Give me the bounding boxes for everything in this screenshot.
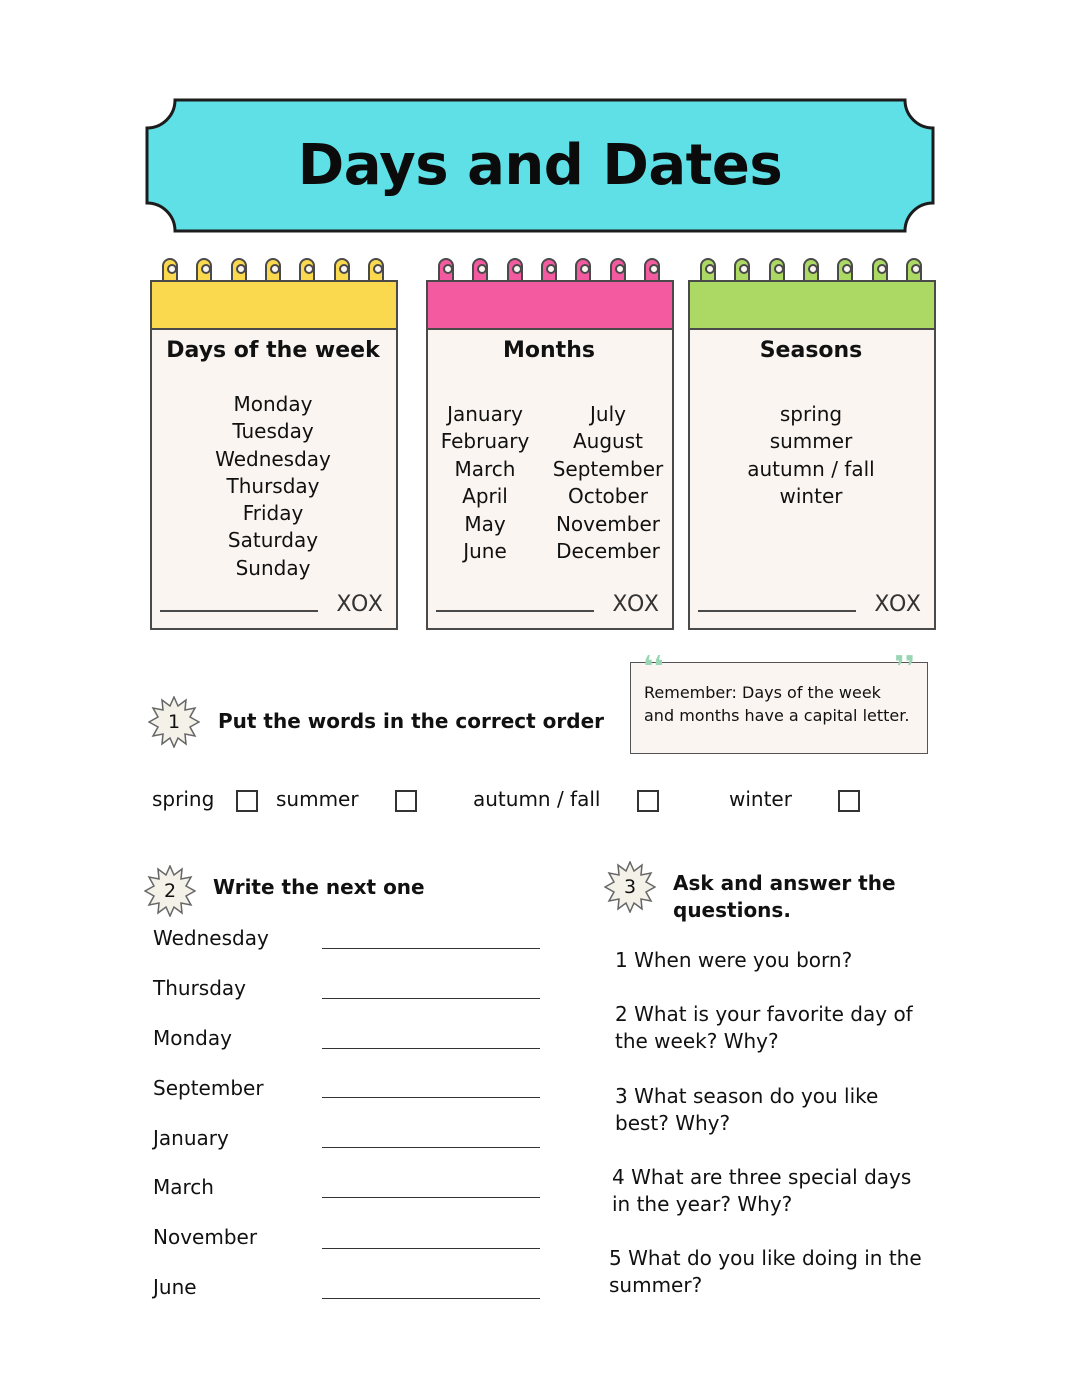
answer-line[interactable] xyxy=(322,1248,540,1249)
list-item: February xyxy=(440,429,530,454)
ring-icon xyxy=(472,258,488,282)
ring-icon xyxy=(368,258,384,282)
xox-mark: XOX xyxy=(874,592,922,617)
write-item: Wednesday xyxy=(153,926,269,950)
title-banner xyxy=(145,98,935,233)
write-item: September xyxy=(153,1076,264,1100)
spiral-rings xyxy=(438,258,660,284)
order-word: summer xyxy=(276,787,359,811)
ring-icon xyxy=(231,258,247,282)
order-word: autumn / fall xyxy=(473,787,601,811)
ring-icon xyxy=(162,258,178,282)
list-item: April xyxy=(462,484,508,509)
ring-icon xyxy=(906,258,922,282)
footer-line xyxy=(698,610,856,612)
list-item: winter xyxy=(779,483,843,508)
ring-icon xyxy=(803,258,819,282)
question-item: 4 What are three special days in the year? Why? xyxy=(612,1165,912,1216)
list-item: autumn / fall xyxy=(747,456,875,481)
seasons-list xyxy=(688,401,934,510)
list-item: January xyxy=(447,402,523,426)
order-checkbox[interactable] xyxy=(236,790,258,812)
list-item: Tuesday xyxy=(232,419,314,444)
seasons-card-header-band xyxy=(690,282,934,330)
order-checkbox[interactable] xyxy=(395,790,417,812)
months-column-2 xyxy=(544,401,672,565)
xox-mark: XOX xyxy=(612,592,660,617)
list-item: July xyxy=(590,402,626,426)
exercise-2-badge xyxy=(144,865,196,917)
spiral-rings xyxy=(700,258,922,284)
list-item: September xyxy=(552,456,664,481)
order-checkbox[interactable] xyxy=(838,790,860,812)
days-of-week-card xyxy=(150,258,396,628)
order-word: winter xyxy=(729,787,792,811)
write-item: January xyxy=(153,1126,229,1150)
list-item: Sunday xyxy=(235,555,311,580)
order-checkbox[interactable] xyxy=(637,790,659,812)
answer-line[interactable] xyxy=(322,1197,540,1198)
exercise-3-title: Ask and answer the questions. xyxy=(673,871,896,922)
list-item: Saturday xyxy=(227,528,319,553)
write-item: Monday xyxy=(153,1026,232,1050)
answer-line[interactable] xyxy=(322,948,540,949)
list-item: November xyxy=(555,511,661,536)
list-item: Thursday xyxy=(226,473,320,498)
answer-line[interactable] xyxy=(322,1147,540,1148)
days-card-title: Days of the week xyxy=(166,338,380,363)
ring-icon xyxy=(837,258,853,282)
answer-line[interactable] xyxy=(322,1048,540,1049)
days-card-header-band xyxy=(152,282,396,330)
list-item: Friday xyxy=(242,501,304,526)
ring-icon xyxy=(265,258,281,282)
ring-icon xyxy=(644,258,660,282)
list-item: Monday xyxy=(233,392,313,416)
write-item: November xyxy=(153,1225,258,1249)
question-item: 5 What do you like doing in the summer? xyxy=(609,1246,922,1297)
list-item: August xyxy=(573,429,643,454)
list-item: Wednesday xyxy=(215,446,331,471)
months-column-1 xyxy=(426,401,544,565)
list-item: June xyxy=(463,539,507,564)
ring-icon xyxy=(769,258,785,282)
ring-icon xyxy=(575,258,591,282)
ring-icon xyxy=(299,258,315,282)
answer-line[interactable] xyxy=(322,1097,540,1098)
months-card xyxy=(426,258,672,628)
ring-icon xyxy=(610,258,626,282)
ring-icon xyxy=(734,258,750,282)
ring-icon xyxy=(541,258,557,282)
spiral-rings xyxy=(162,258,384,284)
footer-line xyxy=(160,610,318,612)
exercise-1-badge xyxy=(148,696,200,748)
reminder-box xyxy=(630,650,928,754)
write-item: March xyxy=(153,1175,214,1199)
page-title: Days and Dates xyxy=(297,133,783,198)
ring-icon xyxy=(438,258,454,282)
exercise-2-title: Write the next one xyxy=(213,875,425,899)
list-item: summer xyxy=(769,429,853,454)
exercise-3-badge xyxy=(604,861,656,913)
close-quote-icon: ❜❜ xyxy=(894,650,915,685)
months-card-header-band xyxy=(428,282,672,330)
card-footer xyxy=(698,594,924,618)
list-item: December xyxy=(556,539,660,564)
list-item: March xyxy=(454,456,516,481)
ring-icon xyxy=(196,258,212,282)
order-word: spring xyxy=(152,787,215,811)
exercise-number: 3 xyxy=(623,876,637,898)
ring-icon xyxy=(507,258,523,282)
days-list xyxy=(150,391,396,582)
card-footer xyxy=(436,594,662,618)
question-item: 2 What is your favorite day of the week? Why? xyxy=(615,1002,913,1053)
ring-icon xyxy=(872,258,888,282)
answer-line[interactable] xyxy=(322,998,540,999)
seasons-card-title: Seasons xyxy=(759,338,863,363)
card-footer xyxy=(160,594,386,618)
ring-icon xyxy=(700,258,716,282)
answer-line[interactable] xyxy=(322,1298,540,1299)
question-item: 1 When were you born? xyxy=(615,948,853,972)
question-item: 3 What season do you like best? Why? xyxy=(615,1084,879,1135)
footer-line xyxy=(436,610,594,612)
exercise-number: 2 xyxy=(163,880,177,902)
months-list xyxy=(426,401,672,565)
ring-icon xyxy=(334,258,350,282)
list-item: October xyxy=(567,484,649,509)
open-quote-icon: ❛❛ xyxy=(643,650,664,685)
write-item: June xyxy=(153,1275,197,1299)
exercise-1-title: Put the words in the correct order xyxy=(218,709,605,733)
exercise-number: 1 xyxy=(167,711,181,733)
write-item: Thursday xyxy=(153,976,246,1000)
months-card-title: Months xyxy=(503,338,595,363)
seasons-card xyxy=(688,258,934,628)
reminder-text: Remember: Days of the week and months have a capital letter. xyxy=(644,683,910,725)
list-item: May xyxy=(464,511,506,536)
xox-mark: XOX xyxy=(336,592,384,617)
list-item: spring xyxy=(779,402,843,426)
